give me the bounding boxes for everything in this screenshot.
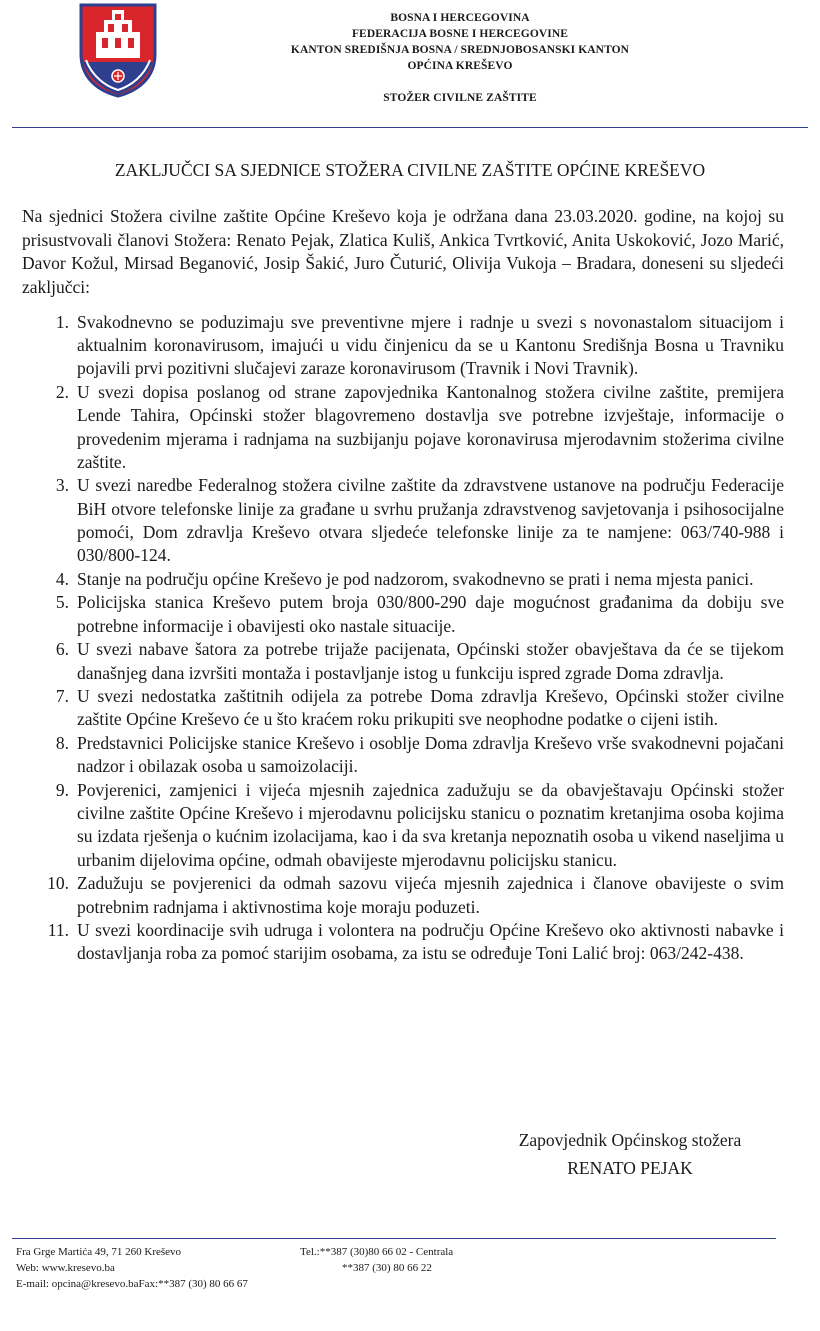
conclusion-number: 3.	[55, 475, 69, 496]
conclusion-number: 10.	[47, 873, 69, 894]
conclusion-text: U svezi nabave šatora za potrebe trijaže pacijenata, Općinski stožer obavještava da će se tijekom današnjeg dana izvršiti montaža i postavljanje istog u funkciju ispred zgrade Doma zdravlja.	[77, 639, 784, 683]
conclusion-text: U svezi dopisa poslanog od strane zapovjednika Kantonalnog stožera civilne zaštite, premijera Lende Tahira, Općinski stožer blagovremeno dostavlja sve potrebne izvještaje, informacije o provedenim mjerama i radnjama na suzbijanju pojave koronavirusa mjerodavnim stožerima civilne zaštite.	[77, 382, 784, 472]
conclusion-number: 6.	[55, 639, 69, 660]
intro-paragraph: Na sjednici Stožera civilne zaštite Općine Kreševo koja je održana dana 23.03.2020. godine, na kojoj su prisustvovali članovi Stožera: Renato Pejak, Zlatica Kuliš, Ankica Tvrtković, Anita Uskoković, Jozo Marić, Davor Kožul, Mirsad Beganović, Josip Šakić, Juro Čuturić, Olivija Vukoja – Bradara, doneseni su sljedeći zaključci:	[22, 206, 784, 298]
signature-block	[480, 1126, 780, 1182]
letterhead	[180, 10, 740, 106]
footer-tel-2: **387 (30) 80 66 22	[342, 1262, 432, 1274]
conclusion-item	[22, 568, 784, 591]
document-title: ZAKLJUČCI SA SJEDNICE STOŽERA CIVILNE ZAŠTITE OPĆINE KREŠEVO	[114, 160, 706, 180]
conclusion-text: Svakodnevno se poduzimaju sve preventivne mjere i radnje u svezi s novonastalom situacijom i aktualnim koronavirusom, imajući u vidu činjenicu da se u Kantonu Središnja Bosna u Travniku pojavili prvi pozitivni slučajevi zaraze koronavirusom (Travnik i Novi Travnik).	[77, 312, 784, 379]
conclusion-item	[22, 685, 784, 731]
conclusion-number: 2.	[55, 382, 69, 403]
conclusion-text: Povjerenici, zamjenici i vijeća mjesnih zajednica zadužuju se da obavještavaju Općinski stožer civilne zaštite Općine Kreševo i mjerodavnu policijsku stanicu o poznatim kretanjima osoba kojima su izdata rješenja o kućnim izolacijama, kao i da sva kretanja nepoznatih osoba u vikend naseljima u urbanim dijelovima općine, odmah obavijeste mjerodavnu policijsku stanicu.	[77, 780, 784, 870]
letterhead-municipality: OPĆINA KREŠEVO	[407, 60, 513, 72]
conclusion-text: Predstavnici Policijske stanice Kreševo i osoblje Doma zdravlja Kreševo vrše svakodnevni pojačani nadzor i obilazak osoba u samoizolaciji.	[77, 733, 784, 777]
conclusion-number: 4.	[55, 568, 69, 589]
letterhead-canton: KANTON SREDIŠNJA BOSNA / SREDNJOBOSANSKI KANTON	[290, 44, 630, 56]
conclusion-text: U svezi naredbe Federalnog stožera civilne zaštite da zdravstvene ustanove na području Federacije BiH otvore telefonske linije za građane u svrhu pružanja zdravstvenog savjetovanja i psihosocijalne pomoći, Dom zdravlja Kreševo otvara sljedeće telefonske linije za te namjene: 063/740-988 i 030/800-124.	[77, 475, 784, 566]
conclusion-item	[22, 474, 784, 567]
municipality-crest-icon	[78, 2, 158, 98]
footer-tel: Tel.:**387 (30)80 66 02 - Centrala	[300, 1246, 454, 1258]
conclusion-item	[22, 381, 784, 474]
conclusion-item	[22, 732, 784, 778]
conclusion-number: 7.	[55, 686, 69, 707]
conclusions-list	[22, 311, 784, 966]
conclusion-item	[22, 872, 784, 918]
footer-address: Fra Grge Martića 49, 71 260 Kreševo	[16, 1246, 182, 1258]
footer-email-fax: E-mail: opcina@kresevo.baFax:**387 (30) 80 66 67	[16, 1278, 248, 1290]
letterhead-staff: STOŽER CIVILNE ZAŠTITE	[383, 92, 537, 104]
conclusion-number: 9.	[55, 780, 69, 801]
footer-divider	[12, 1238, 776, 1239]
conclusion-item	[22, 311, 784, 381]
footer-phones	[300, 1244, 600, 1276]
conclusion-text: Policijska stanica Kreševo putem broja 030/800-290 daje mogućnost građanima da dobiju sve potrebne informacije i obavijesti oko nastale situacije.	[77, 592, 784, 636]
conclusion-item	[22, 779, 784, 872]
letterhead-federation: FEDERACIJA BOSNE I HERCEGOVINE	[351, 28, 569, 40]
header-divider	[12, 127, 808, 128]
conclusion-number: 1.	[55, 312, 69, 332]
footer-web: Web: www.kresevo.ba	[16, 1262, 115, 1274]
conclusion-text: Stanje na području općine Kreševo je pod nadzorom, svakodnevno se prati i nema mjesta panici.	[77, 568, 754, 589]
signature-role: Zapovjednik Općinskog stožera	[518, 1130, 742, 1150]
conclusion-item	[22, 638, 784, 684]
conclusion-item	[22, 919, 784, 965]
letterhead-country: BOSNA I HERCEGOVINA	[390, 12, 530, 24]
signature-name: RENATO PEJAK	[567, 1158, 693, 1178]
conclusion-text: Zadužuju se povjerenici da odmah sazovu vijeća mjesnih zajednica i članove obavijeste o svim potrebnim radnjama i aktivnostima koje moraju poduzeti.	[77, 873, 784, 917]
conclusion-number: 5.	[55, 592, 69, 613]
conclusion-number: 8.	[55, 733, 69, 754]
conclusion-text: U svezi nedostatka zaštitnih odijela za potrebe Doma zdravlja Kreševo, Općinski stožer civilne zaštite Općine Kreševo će u što kraćem roku prikupiti sve neophodne podatke o cijeni istih.	[77, 686, 784, 730]
conclusion-number: 11.	[47, 920, 69, 941]
footer-contact	[16, 1244, 296, 1292]
conclusion-text: U svezi koordinacije svih udruga i volontera na području Općine Kreševo oko aktivnosti nabavke i dostavljanja roba za pomoć starijim osobama, za istu se određuje Toni Lalić broj: 063/242-438.	[77, 920, 784, 964]
conclusion-item	[22, 591, 784, 637]
